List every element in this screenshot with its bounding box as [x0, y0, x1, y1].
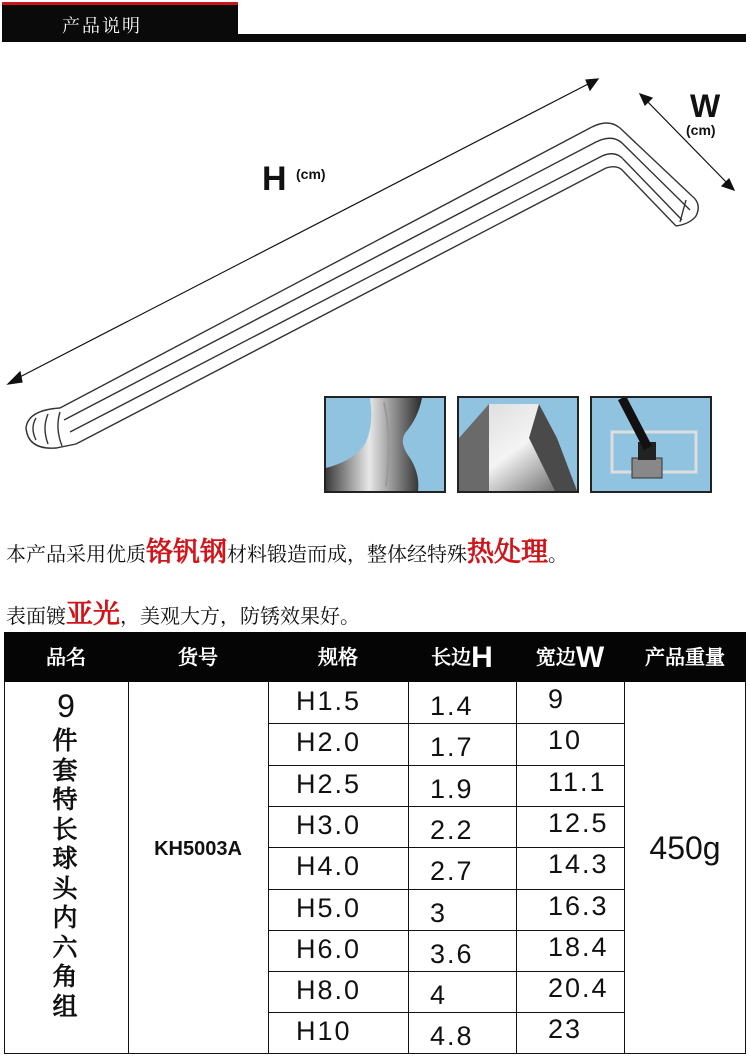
- spec-cell: H5.0: [296, 892, 362, 923]
- row-divider: [268, 723, 624, 724]
- desc-highlight-treatment: 热处理: [467, 537, 548, 568]
- product-code: KH5003A: [154, 838, 242, 860]
- long-side-cell: 1.4: [430, 691, 474, 721]
- header-long-side-letter: H: [471, 641, 493, 674]
- header-short-side-letter: W: [575, 641, 605, 674]
- row-divider: [268, 1012, 624, 1013]
- desc-text: 表面镀: [6, 604, 66, 628]
- short-side-cell: 14.3: [548, 849, 609, 880]
- w-label: W: [690, 88, 721, 124]
- header-product-name: 品名: [46, 645, 86, 669]
- desc-highlight-material: 铬钒钢: [146, 537, 227, 568]
- desc-text: 本产品采用优质: [6, 542, 146, 566]
- spec-cell: H1.5: [296, 686, 362, 716]
- table-border: [4, 682, 5, 1054]
- spec-cell: H8.0: [296, 975, 362, 1006]
- row-divider: [268, 889, 624, 890]
- long-side-cell: 2.7: [430, 856, 474, 887]
- table-border: [128, 682, 129, 1054]
- spec-cell: H10: [296, 1016, 352, 1047]
- header-short-side: [516, 632, 624, 682]
- h-dimension-arrow: [8, 79, 598, 384]
- desc-text: ，美观大方，防锈效果好。: [120, 604, 360, 628]
- header-short-side-text: 宽边: [535, 645, 576, 669]
- header-long-side: [408, 632, 516, 682]
- bolt-usage-image: [590, 396, 712, 493]
- short-side-cell: 11.1: [548, 766, 607, 797]
- desc-text: 材料锻造而成，整体经特殊: [227, 542, 467, 566]
- long-side-cell: 2.2: [430, 814, 474, 845]
- long-side-cell: 1.9: [430, 773, 474, 804]
- table-bottom-border: [4, 1053, 746, 1054]
- short-side-cell: 12.5: [548, 807, 609, 838]
- short-side-cell: 23: [548, 1014, 583, 1045]
- short-side-cell: 16.3: [548, 890, 609, 921]
- spec-cell: H4.0: [296, 851, 362, 882]
- description-line-2: [6, 592, 360, 631]
- desc-text: 。: [548, 542, 568, 566]
- w-unit-label: (cm): [686, 122, 716, 138]
- table-border: [624, 682, 625, 1054]
- hex-end-closeup-image: [457, 396, 579, 493]
- section-title: 产品说明: [62, 16, 142, 37]
- product-weight: 450g: [649, 830, 721, 866]
- header-long-side-text: 长边: [431, 645, 472, 669]
- row-divider: [268, 765, 624, 766]
- long-side-cell: 4: [430, 980, 448, 1011]
- spec-cell: H2.5: [296, 768, 362, 799]
- long-side-cell: 1.7: [430, 732, 474, 763]
- row-divider: [268, 971, 624, 972]
- spec-cell: H6.0: [296, 933, 362, 964]
- row-divider: [268, 930, 624, 931]
- long-side-cell: 4.8: [430, 1021, 474, 1052]
- table-border: [408, 682, 409, 1054]
- spec-cell: H3.0: [296, 809, 362, 840]
- short-side-cell: 20.4: [548, 973, 609, 1004]
- table-border: [268, 682, 269, 1054]
- ball-end-closeup-image: [324, 396, 446, 493]
- long-side-cell: 3: [430, 897, 448, 928]
- h-unit-label: (cm): [296, 166, 326, 182]
- short-side-cell: 18.4: [548, 931, 609, 962]
- spec-cell: H2.0: [296, 727, 362, 758]
- table-border: [516, 682, 517, 1054]
- spec-table: [4, 632, 746, 1054]
- short-side-cell: 10: [548, 725, 583, 756]
- desc-highlight-finish: 亚光: [66, 599, 120, 630]
- short-side-cell: 9: [548, 684, 566, 714]
- h-label: H: [262, 160, 287, 198]
- product-name-text: 件套特长球头内六角组: [52, 726, 78, 1021]
- header-product-code: 货号: [178, 645, 218, 669]
- product-name-count: 9: [57, 688, 75, 724]
- row-divider: [268, 806, 624, 807]
- header-rule: [238, 34, 746, 42]
- description-line-1: [6, 530, 568, 569]
- row-divider: [268, 847, 624, 848]
- long-side-cell: 3.6: [430, 938, 474, 969]
- header-weight: 产品重量: [645, 645, 725, 669]
- header-spec: 规格: [318, 645, 358, 669]
- table-border: [745, 682, 746, 1054]
